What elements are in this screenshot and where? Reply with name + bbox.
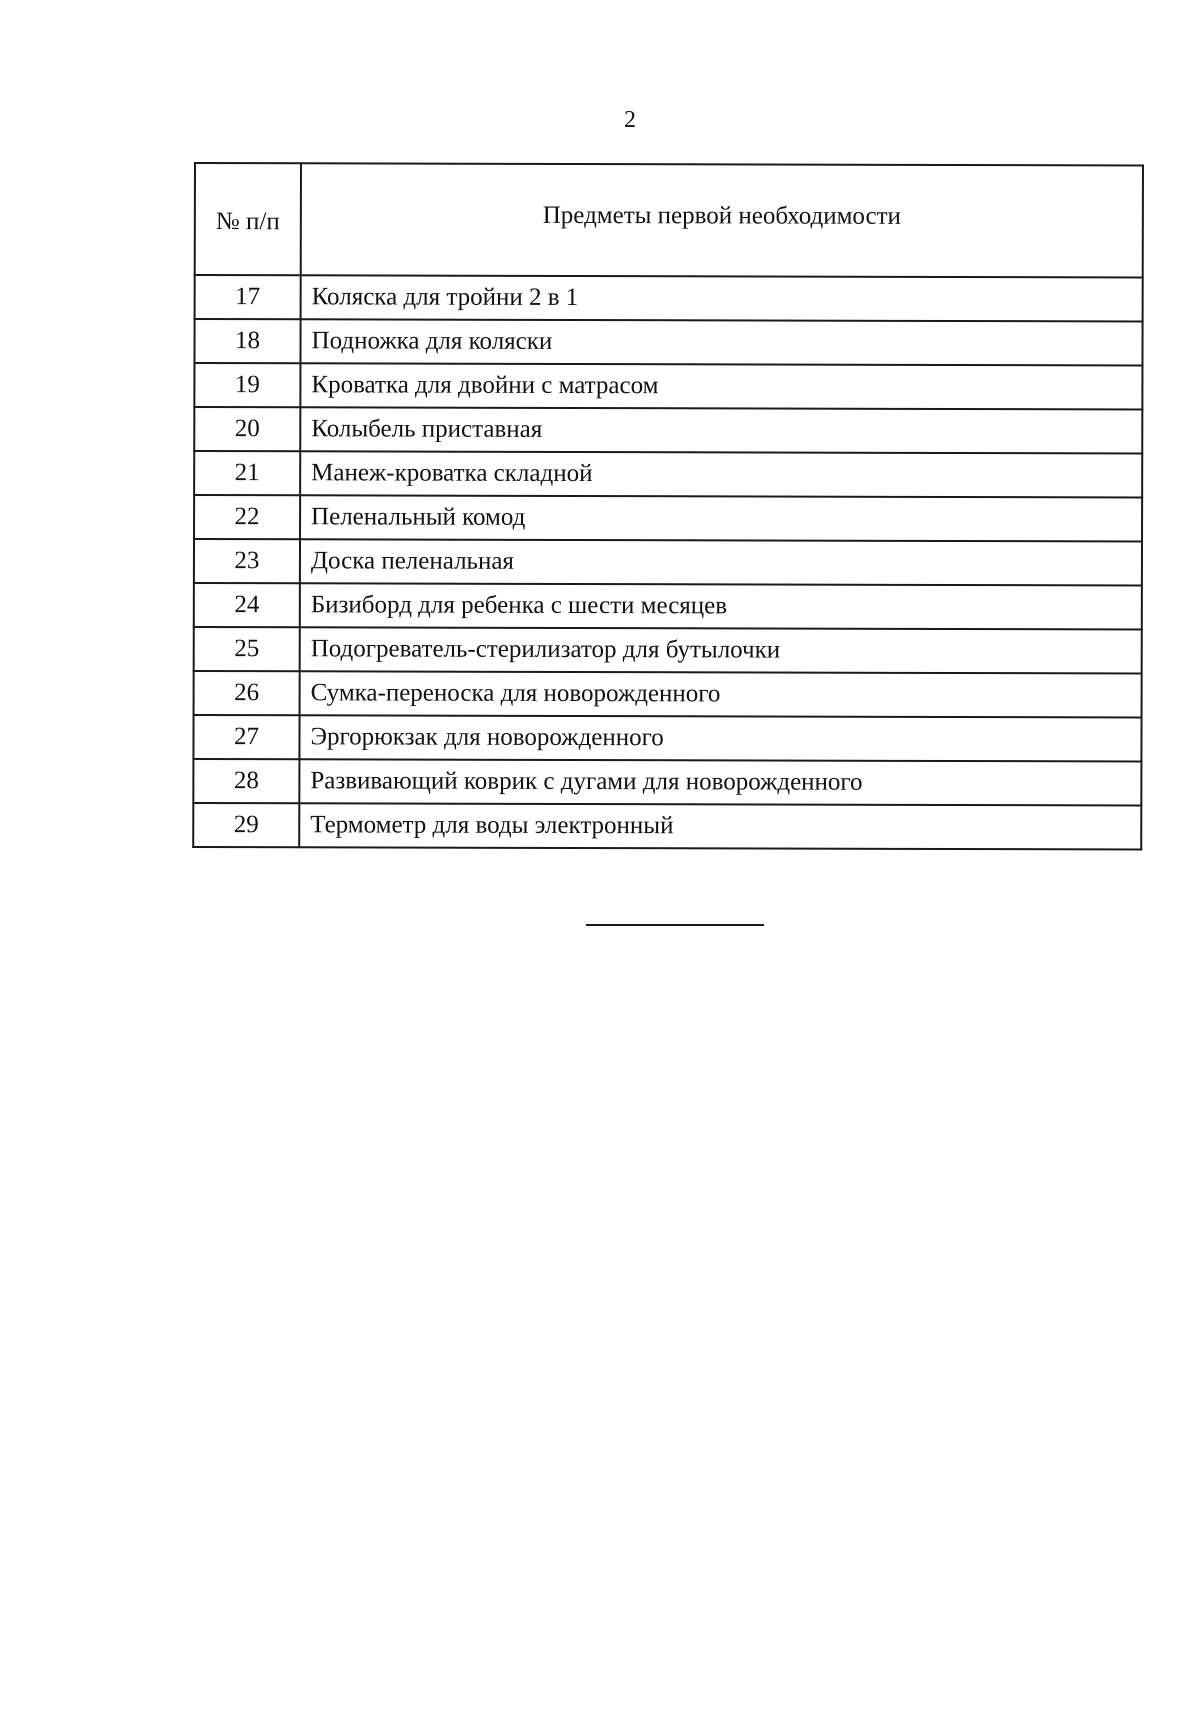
table-row	[193, 715, 1141, 761]
essentials-table	[192, 162, 1144, 850]
table-row	[194, 451, 1142, 497]
header-number: № п/п	[195, 163, 301, 275]
row-item: Термометр для воды электронный	[299, 803, 1141, 849]
row-item: Кроватка для двойни с матрасом	[300, 363, 1142, 409]
row-number: 19	[194, 363, 300, 407]
row-item: Подогреватель-стерилизатор для бутылочки	[300, 627, 1142, 673]
row-item: Сумка-переноска для новорожденного	[300, 671, 1142, 717]
row-number: 20	[194, 407, 300, 451]
row-number: 28	[193, 759, 299, 803]
table-row	[194, 319, 1142, 365]
table-row	[194, 671, 1142, 717]
table-row	[194, 407, 1142, 453]
table-row	[193, 803, 1141, 849]
row-number: 21	[194, 451, 300, 495]
end-divider	[586, 924, 764, 926]
table-row	[194, 627, 1142, 673]
row-number: 29	[193, 803, 299, 847]
table-row	[194, 363, 1142, 409]
table-header-row	[195, 163, 1143, 277]
table-row	[194, 539, 1142, 585]
page-number: 2	[624, 107, 636, 133]
table-row	[194, 583, 1142, 629]
row-item: Эргорюкзак для новорожденного	[299, 715, 1141, 761]
row-number: 18	[194, 319, 300, 363]
row-item: Развивающий коврик с дугами для новорожденного	[299, 759, 1141, 805]
row-number: 27	[193, 715, 299, 759]
row-item: Бизиборд для ребенка с шести месяцев	[300, 583, 1142, 629]
row-number: 26	[194, 671, 300, 715]
row-item: Коляска для тройни 2 в 1	[301, 275, 1143, 321]
row-number: 17	[195, 275, 301, 319]
row-item: Колыбель приставная	[300, 407, 1142, 453]
table-row	[194, 495, 1142, 541]
row-number: 25	[194, 627, 300, 671]
row-number: 22	[194, 495, 300, 539]
row-number: 24	[194, 583, 300, 627]
table-row	[195, 275, 1143, 321]
row-item: Пеленальный комод	[300, 495, 1142, 541]
row-item: Манеж-кроватка складной	[300, 451, 1142, 497]
row-number: 23	[194, 539, 300, 583]
table-row	[193, 759, 1141, 805]
row-item: Подножка для коляски	[300, 319, 1142, 365]
row-item: Доска пеленальная	[300, 539, 1142, 585]
header-item: Предметы первой необходимости	[301, 163, 1143, 277]
